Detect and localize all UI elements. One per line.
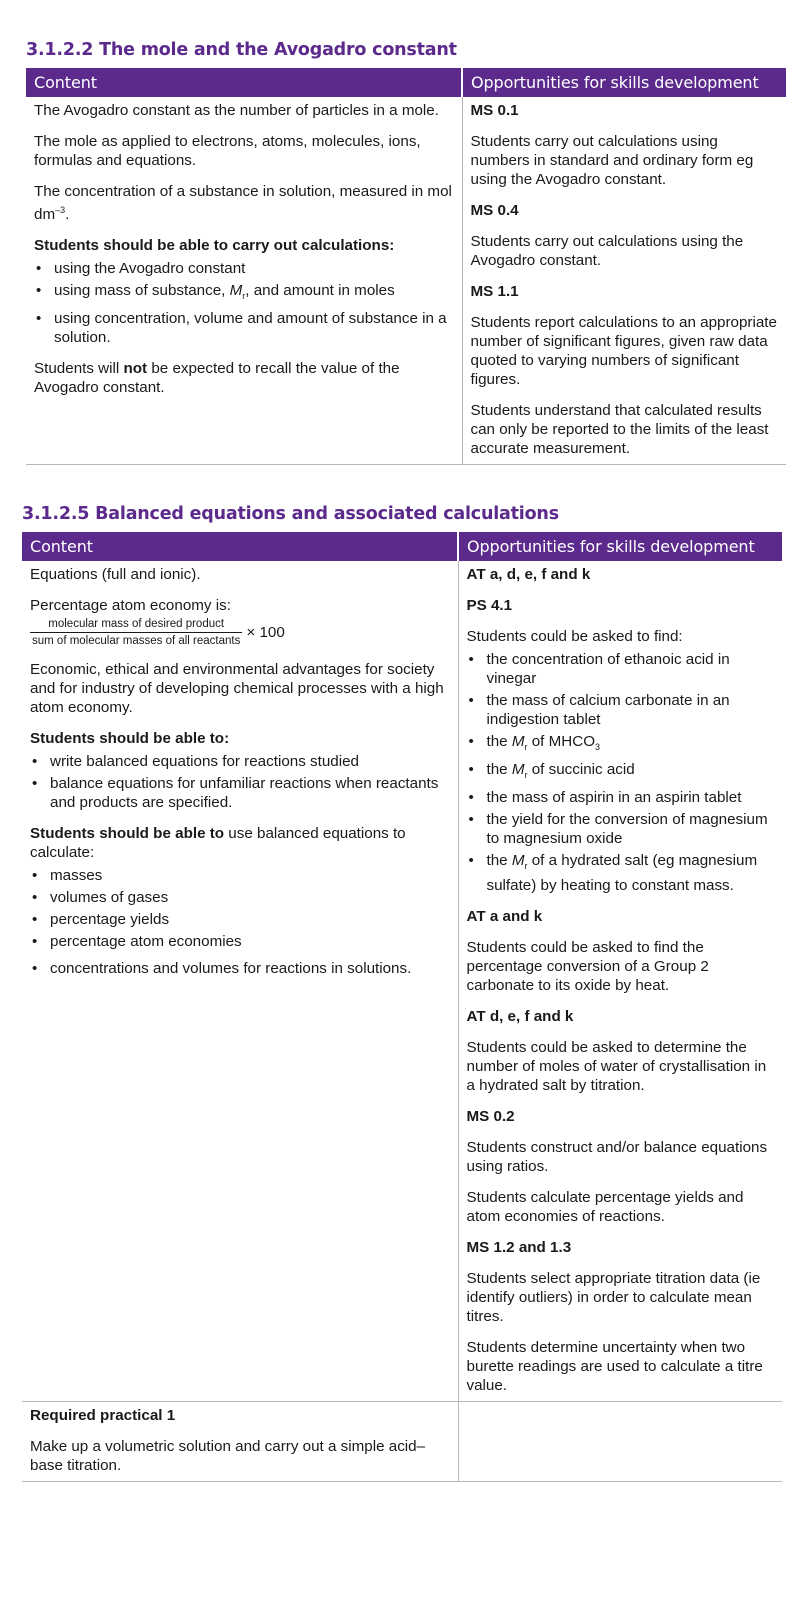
subscript: r [242, 291, 246, 302]
list-item: • using the Avogadro constant [34, 259, 454, 278]
calc-list [34, 259, 454, 347]
column-header-skills: Opportunities for skills development [458, 532, 782, 561]
content-paragraph: Economic, ethical and environmental advantages for society and for industry of developing chemical processes with a high atom economy. [30, 661, 444, 716]
list-item: • the mass of calcium carbonate in an indigestion tablet [467, 691, 775, 729]
skill-text: Students construct and/or balance equations using ratios. [466, 1139, 768, 1176]
content-note [34, 359, 454, 397]
text: , and amount in moles [245, 282, 395, 300]
list-item: • write balanced equations for reactions studied [30, 752, 450, 771]
skill-code: MS 0.2 [466, 1108, 515, 1126]
text: The concentration of a substance in solution, measured in mol dm [34, 183, 452, 224]
fraction-denominator: sum of molecular masses of all reactants [32, 635, 241, 647]
list-item: • the mass of aspirin in an aspirin tablet [467, 788, 775, 807]
text: using mass of substance, [54, 282, 230, 300]
skill-code: MS 1.1 [470, 283, 519, 300]
text: Students will [34, 360, 124, 378]
required-practical-cell [22, 1402, 458, 1482]
skill-text: Students calculate percentage yields and atom economies of reactions. [466, 1189, 744, 1226]
text: . [65, 206, 70, 224]
list-item: • the yield for the conversion of magnesium to magnesium oxide [467, 810, 775, 848]
content-paragraph: The mole as applied to electrons, atoms, molecules, ions, formulas and equations. [34, 133, 421, 169]
content-paragraph: The Avogadro constant as the number of particles in a mole. [34, 102, 439, 119]
section-balanced-equations [22, 502, 782, 1482]
list-item: • percentage yields [30, 910, 450, 929]
skill-text: Students report calculations to an appropriate number of significant figures, given raw data quoted to varying numbers of significant figures. [470, 314, 777, 388]
subscript: r [524, 770, 528, 781]
symbol: M [229, 282, 243, 300]
text: the [486, 733, 512, 750]
text: of a hydrated salt (eg magnesium sulfate) by heating to constant mass. [486, 852, 758, 895]
content-paragraph [34, 182, 454, 224]
text: of succinic acid [527, 761, 635, 779]
section-mole-avogadro [26, 38, 786, 465]
column-header-content: Content [22, 532, 458, 561]
list-item: • the concentration of ethanoic acid in vinegar [467, 650, 775, 688]
list-item [467, 760, 775, 785]
list-item: • percentage atom economies [30, 932, 450, 951]
practical-heading: Required practical 1 [30, 1407, 176, 1425]
list-item [34, 281, 454, 306]
content-paragraph: Equations (full and ionic). [30, 566, 201, 583]
find-list [467, 650, 775, 895]
fraction [30, 617, 242, 648]
section-heading: 3.1.2.5 Balanced equations and associated calculations [22, 504, 559, 524]
fraction-numerator: molecular mass of desired product [30, 617, 242, 633]
text: be expected to recall the value of the Avogadro constant. [34, 360, 400, 397]
list-item: • concentrations and volumes for reactions in solutions. [30, 959, 450, 978]
subscript: r [524, 742, 528, 753]
text: use balanced equations to calculate: [30, 825, 406, 861]
list-item: • using concentration, volume and amount of substance in a solution. [34, 309, 454, 347]
content-cell [22, 561, 458, 1402]
spec-table [22, 532, 782, 1482]
content-cell [26, 97, 462, 465]
spec-table [26, 68, 786, 465]
text: the [486, 761, 512, 779]
content-paragraph: Percentage atom economy is: [30, 597, 231, 614]
subscript: r [524, 861, 528, 872]
skill-code: MS 1.2 and 1.3 [466, 1239, 572, 1257]
text: of MHCO [527, 733, 596, 750]
emphasis: not [123, 360, 148, 378]
skill-text: Students understand that calculated results can only be reported to the limits of the least accurate measurement. [470, 402, 769, 457]
skill-text: Students determine uncertainty when two burette readings are used to calculate a titre value. [466, 1339, 763, 1395]
list-item: • masses [30, 866, 450, 885]
skill-text: Students carry out calculations using numbers in standard and ordinary form eg using the Avogadro constant. [470, 133, 754, 188]
skill-code: MS 0.1 [470, 102, 519, 119]
section-heading: 3.1.2.2 The mole and the Avogadro constant [26, 40, 457, 60]
skill-code: AT a, d, e, f and k [466, 566, 591, 583]
superscript: –3 [55, 205, 66, 215]
skill-text: Students carry out calculations using the Avogadro constant. [470, 233, 744, 269]
calc-list [30, 866, 450, 978]
symbol: M [511, 852, 525, 870]
skill-text: Students select appropriate titration data (ie identify outliers) in order to calculate mean titres. [466, 1270, 761, 1326]
skill-code: AT d, e, f and k [466, 1008, 574, 1026]
skill-code: MS 0.4 [470, 202, 519, 219]
skill-code: AT a and k [466, 908, 543, 926]
list-item: • balance equations for unfamiliar reactions when reactants and products are specified. [30, 774, 450, 812]
skills-cell [462, 97, 786, 465]
column-header-skills: Opportunities for skills development [462, 68, 786, 97]
skill-text: Students could be asked to determine the number of moles of water of crystallisation in a hydrated salt by titration. [466, 1039, 767, 1095]
empty-skills-cell [458, 1402, 782, 1482]
list-item [467, 851, 775, 895]
able-list [30, 752, 450, 812]
able-heading-2 [30, 824, 450, 862]
emphasis: Students should be able to [30, 825, 225, 842]
list-item [467, 732, 775, 757]
multiplier: × 100 [246, 624, 285, 641]
skills-cell [458, 561, 782, 1402]
skill-text: Students could be asked to find the percentage conversion of a Group 2 carbonate to its oxide by heat. [466, 939, 709, 995]
symbol: M [511, 733, 525, 750]
symbol: M [511, 761, 525, 779]
calc-heading: Students should be able to carry out calculations: [34, 237, 395, 255]
skill-text: Students could be asked to find: [466, 628, 683, 645]
able-heading: Students should be able to: [30, 730, 230, 747]
atom-economy-formula [30, 617, 450, 648]
column-header-content: Content [26, 68, 462, 97]
practical-text: Make up a volumetric solution and carry out a simple acid–base titration. [30, 1438, 426, 1475]
subscript: 3 [595, 742, 601, 753]
text: the [486, 852, 512, 870]
list-item: • volumes of gases [30, 888, 450, 907]
skill-code: PS 4.1 [466, 597, 513, 614]
